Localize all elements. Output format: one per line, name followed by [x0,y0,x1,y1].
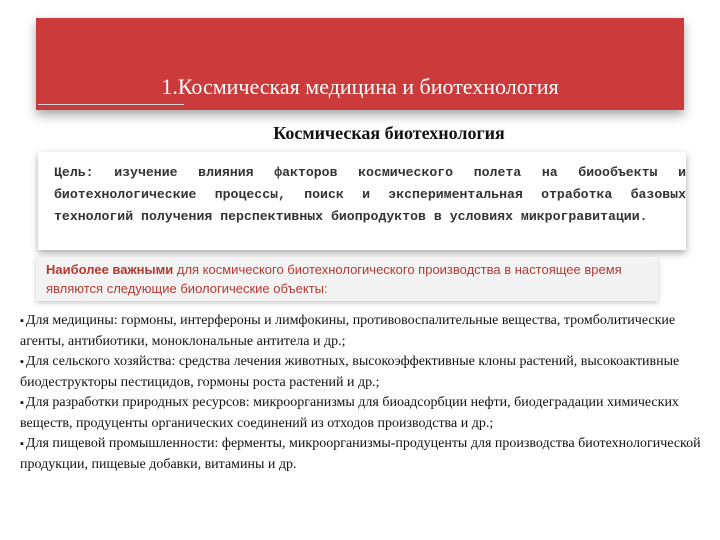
objects-intro-text: для космического биотехнологического производства в настоящее время являются следующие биологические объекты: [46,262,622,296]
section-subtitle: Космическая биотехнология [273,123,505,143]
goal-text: изучение влияния факторов космического полета на биообъекты и биотехнологические процессы, поиск и экспериментальная отработка базовых технологий получения перспективных биопродуктов в условиях микрогравитации. [54,165,686,224]
list-item [20,393,710,434]
goal-label: Цель: [54,165,94,180]
objects-intro-box [36,257,658,301]
bullet-icon: ▪ [20,315,24,327]
list-item-text: Для пищевой промышленности: ферменты, микроорганизмы-продуценты для производства биотехнологической продукции, пищевые добавки, витамины и др. [20,436,701,472]
bullet-icon: ▪ [20,356,24,368]
title-underline [38,104,184,105]
bullet-icon: ▪ [20,397,24,409]
title-banner [36,18,684,110]
list-item [20,352,710,393]
objects-list [20,311,710,475]
list-item-text: Для медицины: гормоны, интерфероны и лимфокины, противовоспалительные вещества, тромболитические агенты, антибиотики, моноклональные антитела и др.; [20,313,676,349]
list-item [20,434,710,475]
bullet-icon: ▪ [20,438,24,450]
list-item [20,311,710,352]
list-item-text: Для сельского хозяйства: средства лечения животных, высокоэффективные клоны растений, высокоактивные биодеструкторы пестицидов, гормоны роста растений и др.; [20,354,680,390]
list-item-text: Для разработки природных ресурсов: микроорганизмы для биоадсорбции нефти, биодеградации химических веществ, продуценты органических соединений из отходов производства и др.; [20,395,679,431]
goal-paragraph [54,162,686,228]
objects-intro-paragraph [46,260,656,298]
objects-intro-emphasis: Наиболее важными [46,262,174,277]
slide-title: 1.Космическая медицина и биотехнология [161,74,559,99]
goal-box [38,152,686,250]
